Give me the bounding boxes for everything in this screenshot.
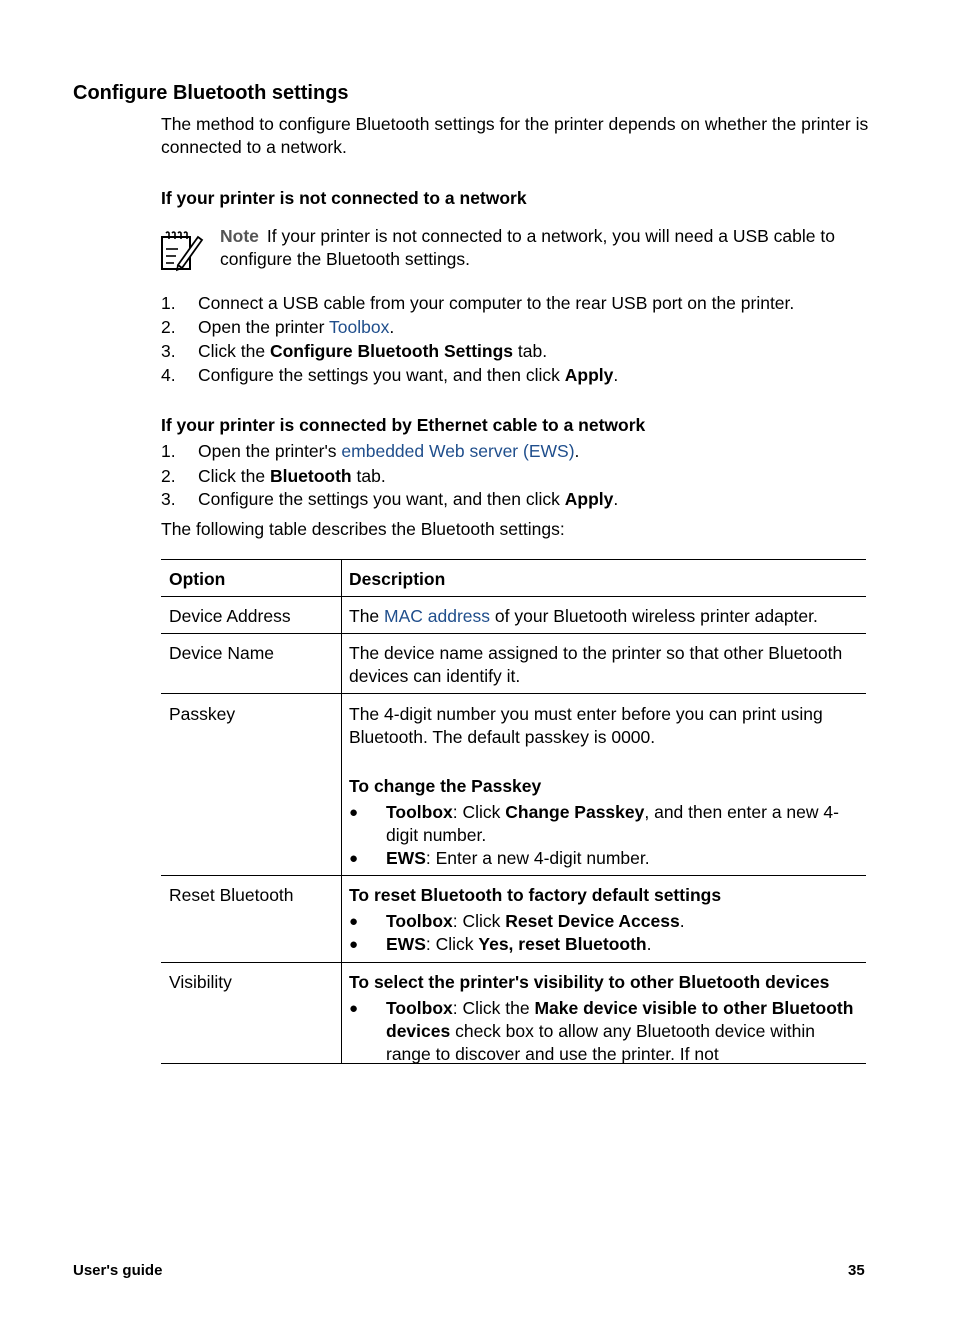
bullet-text: : Click the bbox=[452, 998, 535, 1018]
bullet-text: , and then enter a new 4-digit number. bbox=[386, 802, 839, 845]
note bbox=[220, 225, 875, 271]
step-bold: Apply bbox=[564, 489, 614, 509]
step-bold: Bluetooth bbox=[269, 466, 352, 486]
reset-subheading: To reset Bluetooth to factory default settings bbox=[349, 885, 722, 905]
step-number: 4. bbox=[161, 365, 176, 385]
ews-link[interactable]: embedded Web server (EWS) bbox=[341, 441, 575, 461]
list-item bbox=[349, 801, 864, 847]
step-text: Connect a USB cable from your computer to the rear USB port on the printer. bbox=[198, 293, 795, 313]
step-number: 3. bbox=[161, 341, 176, 361]
list-item bbox=[349, 847, 864, 870]
toolbox-link[interactable]: Toolbox bbox=[329, 317, 390, 337]
table-intro: The following table describes the Bluetooth settings: bbox=[161, 519, 565, 539]
step-text-end: . bbox=[574, 441, 580, 461]
reset-bullets bbox=[349, 910, 864, 956]
bullet-icon: ● bbox=[349, 913, 359, 930]
list-item bbox=[161, 364, 871, 388]
passkey-bullets bbox=[349, 801, 864, 870]
page-number: 35 bbox=[848, 1262, 865, 1279]
header-option: Option bbox=[169, 569, 226, 589]
bullet-icon: ● bbox=[349, 804, 359, 821]
list-item bbox=[161, 488, 871, 511]
bullet-icon: ● bbox=[349, 936, 359, 953]
list-item bbox=[349, 933, 864, 956]
step-number: 3. bbox=[161, 489, 176, 509]
footer-guide-label: User's guide bbox=[73, 1262, 163, 1279]
step-number: 2. bbox=[161, 317, 176, 337]
option-reset-bluetooth: Reset Bluetooth bbox=[169, 885, 294, 905]
step-text-end: . bbox=[613, 365, 619, 385]
table-row bbox=[161, 694, 866, 876]
bullet-text: . bbox=[679, 911, 685, 931]
visibility-bullets bbox=[349, 997, 864, 1066]
option-visibility: Visibility bbox=[169, 972, 232, 992]
option-passkey: Passkey bbox=[169, 704, 236, 724]
note-label: Note bbox=[220, 226, 259, 246]
list-item bbox=[161, 340, 871, 364]
step-text: Open the printer bbox=[198, 317, 330, 337]
option-device-name: Device Name bbox=[169, 643, 275, 663]
steps-ethernet bbox=[161, 440, 871, 511]
step-text-end: . bbox=[389, 317, 395, 337]
section-heading: Configure Bluetooth settings bbox=[73, 82, 349, 104]
step-bold: Configure Bluetooth Settings bbox=[269, 341, 514, 361]
header-description: Description bbox=[349, 569, 446, 589]
bullet-text: : Click bbox=[452, 911, 506, 931]
table-row bbox=[161, 597, 866, 634]
visibility-subheading: To select the printer's visibility to other Bluetooth devices bbox=[349, 972, 830, 992]
description-device-name: The device name assigned to the printer so that other Bluetooth devices can identify it. bbox=[349, 643, 843, 686]
step-text: Click the bbox=[198, 341, 270, 361]
bullet-bold: Change Passkey bbox=[505, 802, 645, 822]
bullet-bold: Reset Device Access bbox=[505, 911, 680, 931]
subheading-not-connected: If your printer is not connected to a network bbox=[161, 188, 527, 208]
passkey-subheading: To change the Passkey bbox=[349, 776, 542, 796]
bullet-bold: Toolbox bbox=[386, 802, 453, 822]
description-passkey: The 4-digit number you must enter before you can print using Bluetooth. The default passkey is 0000. bbox=[349, 704, 823, 747]
bullet-text: . bbox=[646, 934, 652, 954]
list-item bbox=[161, 440, 871, 465]
description-device-address bbox=[349, 605, 864, 628]
step-text: Configure the settings you want, and then click bbox=[198, 489, 565, 509]
step-text: Configure the settings you want, and then click bbox=[198, 365, 565, 385]
list-item bbox=[161, 292, 871, 316]
intro-paragraph: The method to configure Bluetooth settings for the printer depends on whether the printer is connected to a network. bbox=[161, 114, 869, 157]
bullet-bold: Make device visible to other Bluetooth devices bbox=[386, 998, 854, 1041]
desc-text: The bbox=[349, 606, 385, 626]
bullet-text: : Enter a new 4-digit number. bbox=[425, 848, 650, 868]
list-item bbox=[349, 997, 864, 1066]
bullet-icon: ● bbox=[349, 850, 359, 867]
option-device-address: Device Address bbox=[169, 606, 291, 626]
bullet-bold: EWS bbox=[386, 848, 426, 868]
note-icon bbox=[158, 229, 204, 273]
step-bold: Apply bbox=[564, 365, 614, 385]
list-item bbox=[349, 910, 864, 933]
list-item bbox=[161, 316, 871, 340]
step-number: 1. bbox=[161, 441, 176, 461]
mac-address-link[interactable]: MAC address bbox=[384, 606, 491, 626]
step-text-end: tab. bbox=[513, 341, 548, 361]
table-header-row bbox=[161, 560, 866, 597]
table-row bbox=[161, 876, 866, 963]
bullet-bold: EWS bbox=[386, 934, 426, 954]
step-text: Click the bbox=[198, 466, 270, 486]
bullet-bold: Yes, reset Bluetooth bbox=[478, 934, 647, 954]
table-row bbox=[161, 963, 866, 1064]
note-text: If your printer is not connected to a network, you will need a USB cable to configure the Bluetooth settings. bbox=[220, 226, 835, 269]
bullet-text: check box to allow any Bluetooth device within range to discover and use the printer. If not bbox=[386, 1021, 816, 1064]
step-number: 1. bbox=[161, 293, 176, 313]
bullet-text: : Click bbox=[425, 934, 479, 954]
list-item bbox=[161, 465, 871, 488]
step-text-end: . bbox=[613, 489, 619, 509]
bullet-bold: Toolbox bbox=[386, 911, 453, 931]
step-number: 2. bbox=[161, 466, 176, 486]
bullet-icon: ● bbox=[349, 1000, 359, 1017]
table-row bbox=[161, 634, 866, 694]
desc-text-end: of your Bluetooth wireless printer adapter. bbox=[490, 606, 818, 626]
steps-not-connected bbox=[161, 292, 871, 388]
step-text: Open the printer's bbox=[198, 441, 342, 461]
step-text-end: tab. bbox=[351, 466, 386, 486]
subheading-ethernet: If your printer is connected by Ethernet cable to a network bbox=[161, 415, 646, 435]
bullet-text: : Click bbox=[452, 802, 506, 822]
bullet-bold: Toolbox bbox=[386, 998, 453, 1018]
